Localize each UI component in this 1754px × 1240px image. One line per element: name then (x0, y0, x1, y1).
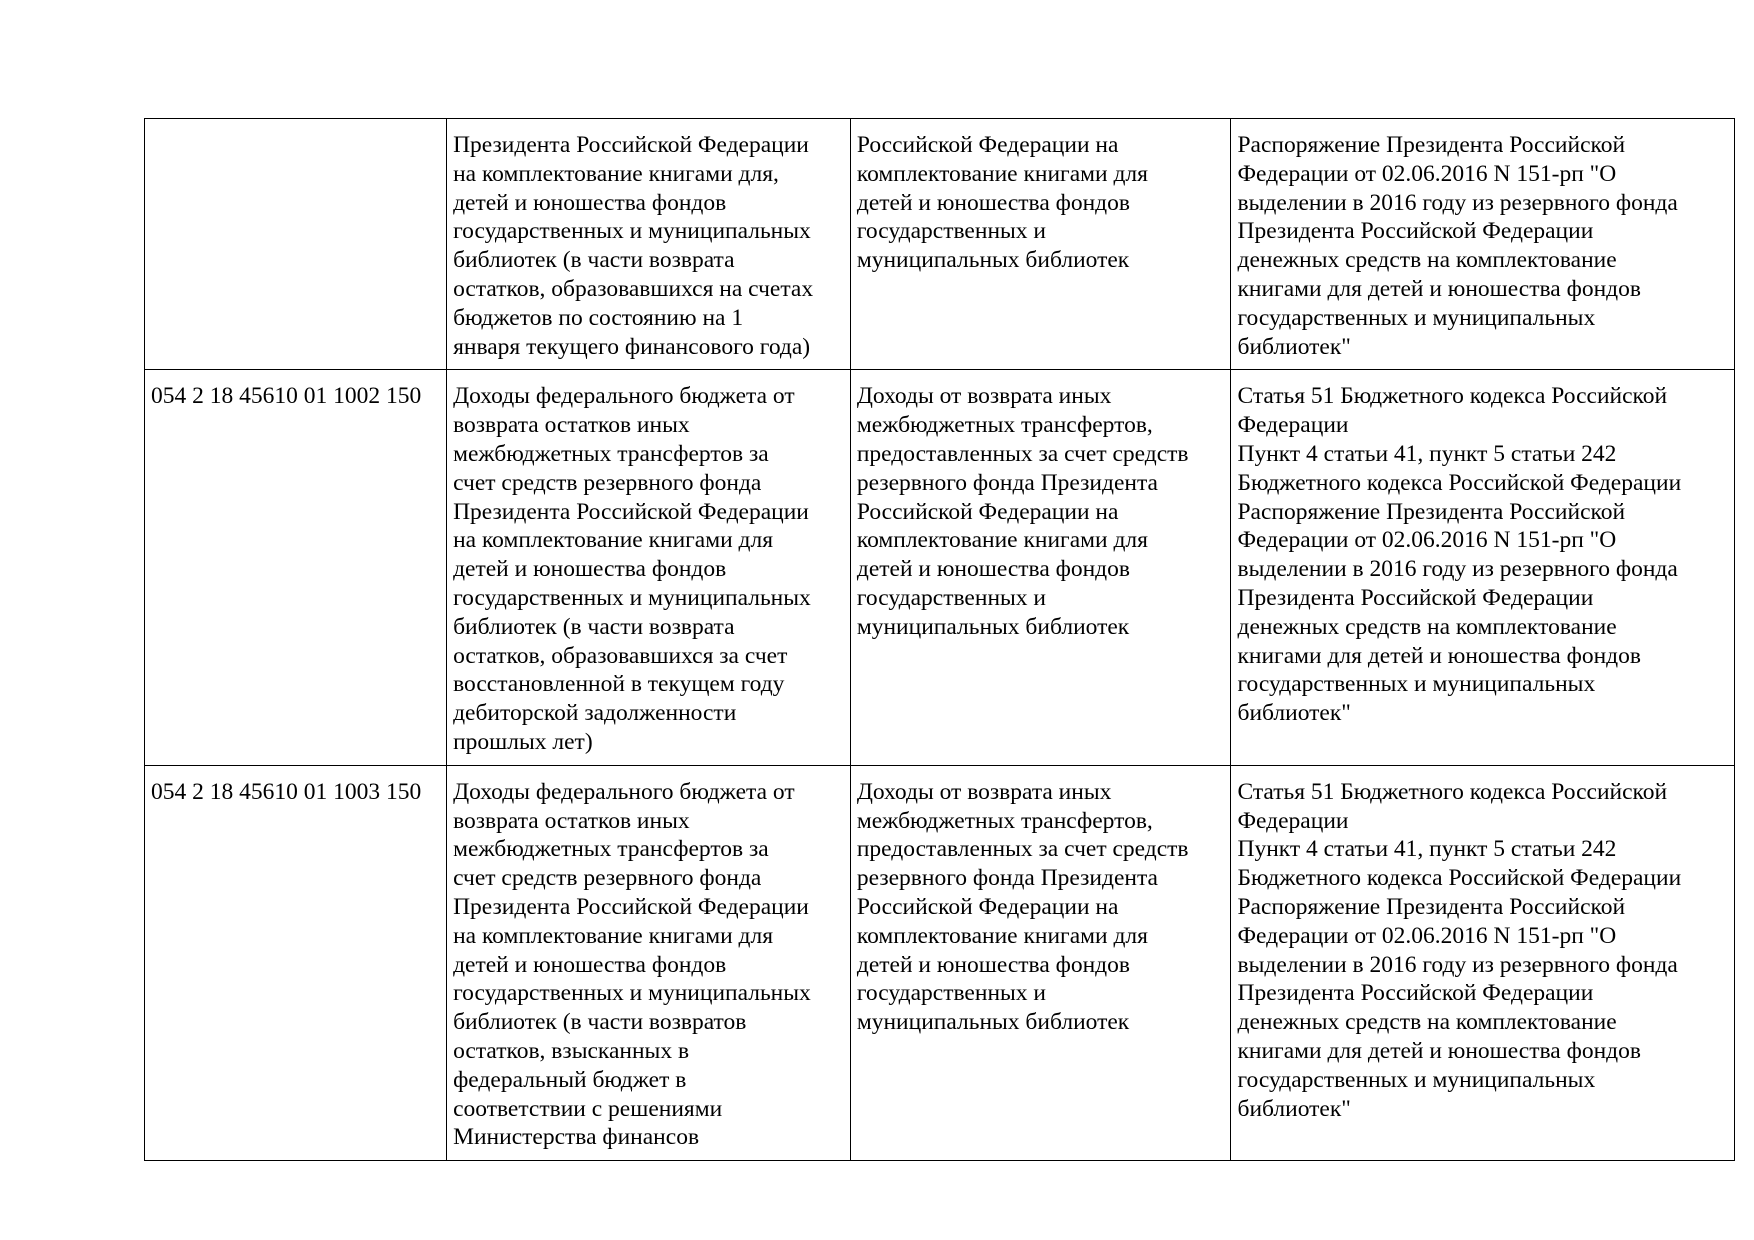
income-name-cell: Доходы федерального бюджета от возврата остатков иных межбюджетных трансфертов за счет средств резервного фонда Президента Российской Федерации на комплектование книгами для детей и юношества фондов государственных и муниципальных библиотек (в части возвратов остатков, взысканных в федеральный бюджет в соответствии с решениями Министерства финансов (447, 765, 851, 1160)
budget-code-cell: 054 2 18 45610 01 1002 150 (145, 370, 447, 765)
budget-code-cell: 054 2 18 45610 01 1003 150 (145, 765, 447, 1160)
table-row (145, 119, 1735, 370)
income-name-cell: Доходы федерального бюджета от возврата остатков иных межбюджетных трансфертов за счет средств резервного фонда Президента Российской Федерации на комплектование книгами для детей и юношества фондов государственных и муниципальных библиотек (в части возврата остатков, образовавшихся за счет восстановленной в текущем году дебиторской задолженности прошлых лет) (447, 370, 851, 765)
legal-basis-cell: Распоряжение Президента Российской Федерации от 02.06.2016 N 151-рп "О выделении в 2016 году из резервного фонда Президента Российской Федерации денежных средств на комплектование книгами для детей и юношества фондов государственных и муниципальных библиотек" (1231, 119, 1735, 370)
legal-basis-cell: Статья 51 Бюджетного кодекса Российской Федерации Пункт 4 статьи 41, пункт 5 статьи 242 Бюджетного кодекса Российской Федерации Распоряжение Президента Российской Федерации от 02.06.2016 N 151-рп "О выделении в 2016 году из резервного фонда Президента Российской Федерации денежных средств на комплектование книгами для детей и юношества фондов государственных и муниципальных библиотек" (1231, 765, 1735, 1160)
income-short-name-cell: Российской Федерации на комплектование книгами для детей и юношества фондов государственных и муниципальных библиотек (850, 119, 1231, 370)
budget-code-table (144, 118, 1735, 1161)
table-row (145, 765, 1735, 1160)
income-short-name-cell: Доходы от возврата иных межбюджетных трансфертов, предоставленных за счет средств резервного фонда Президента Российской Федерации на комплектование книгами для детей и юношества фондов государственных и муниципальных библиотек (850, 370, 1231, 765)
table-row (145, 370, 1735, 765)
income-short-name-cell: Доходы от возврата иных межбюджетных трансфертов, предоставленных за счет средств резервного фонда Президента Российской Федерации на комплектование книгами для детей и юношества фондов государственных и муниципальных библиотек (850, 765, 1231, 1160)
legal-basis-cell: Статья 51 Бюджетного кодекса Российской Федерации Пункт 4 статьи 41, пункт 5 статьи 242 Бюджетного кодекса Российской Федерации Распоряжение Президента Российской Федерации от 02.06.2016 N 151-рп "О выделении в 2016 году из резервного фонда Президента Российской Федерации денежных средств на комплектование книгами для детей и юношества фондов государственных и муниципальных библиотек" (1231, 370, 1735, 765)
income-name-cell: Президента Российской Федерации на комплектование книгами для, детей и юношества фондов государственных и муниципальных библиотек (в части возврата остатков, образовавшихся на счетах бюджетов по состоянию на 1 января текущего финансового года) (447, 119, 851, 370)
budget-code-cell (145, 119, 447, 370)
